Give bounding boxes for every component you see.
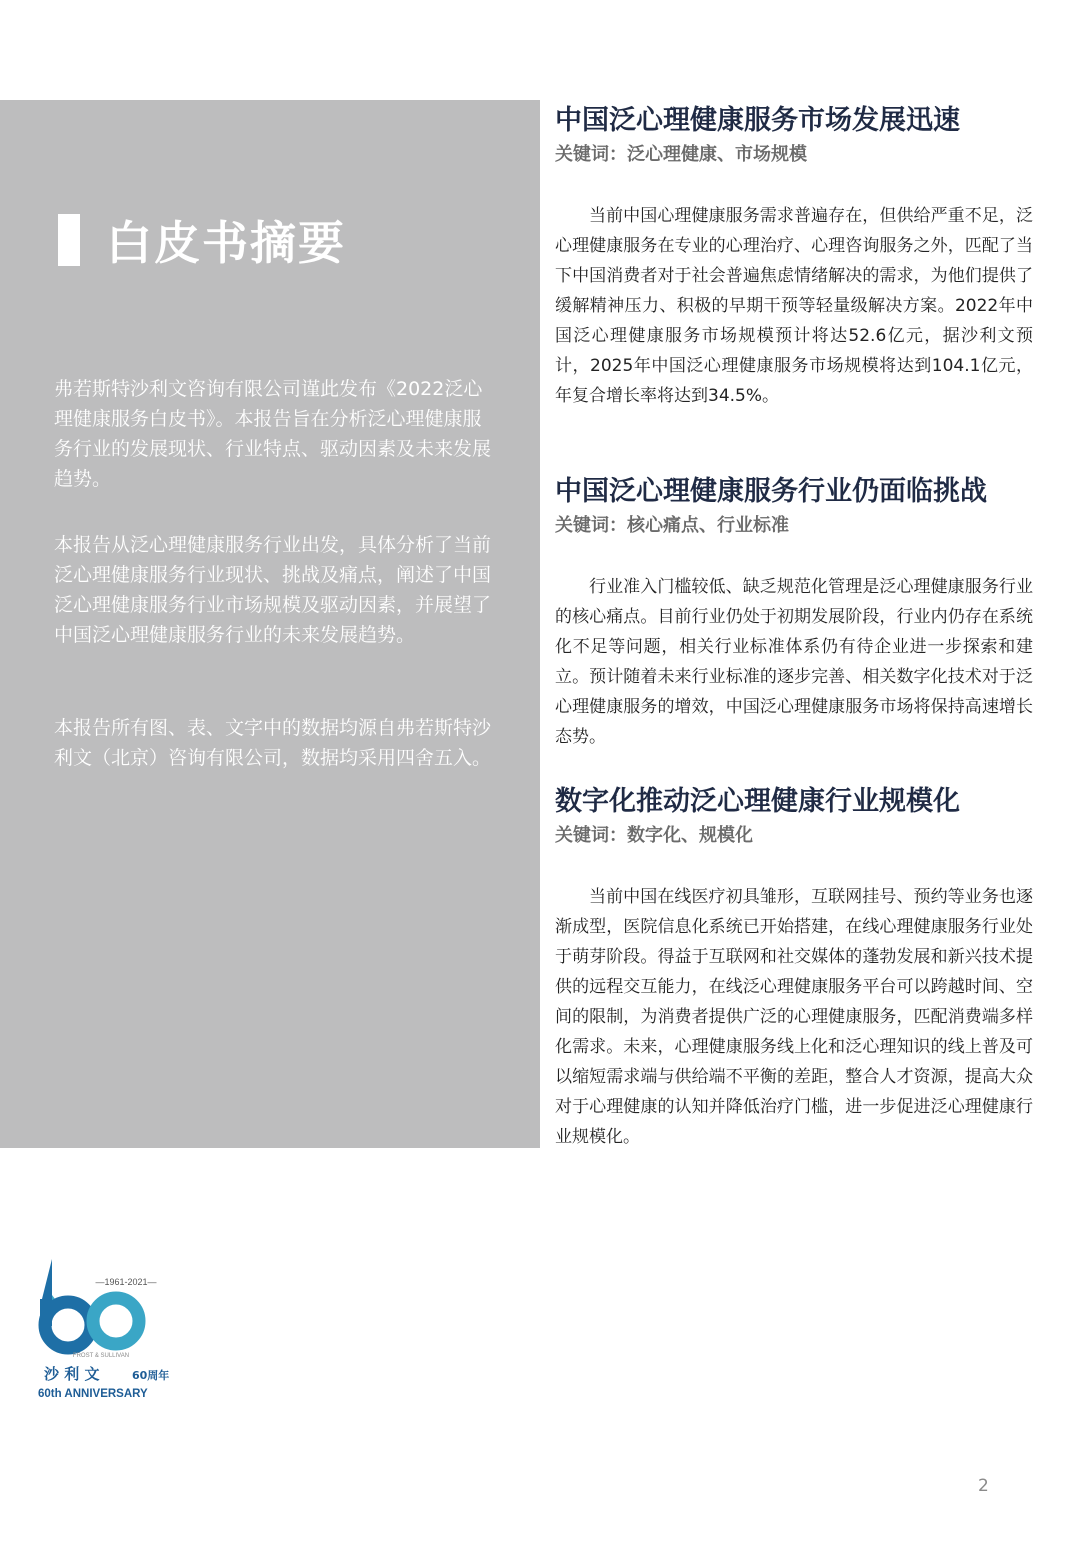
intro-paragraph-2: 本报告从泛心理健康服务行业出发，具体分析了当前泛心理健康服务行业现状、挑战及痛点，阐述了中国泛心理健康服务行业市场规模及驱动因素，并展望了中国泛心理健康服务行业的未来发展趋势。 — [54, 534, 492, 646]
summary-heading — [58, 210, 346, 270]
section-digitalization — [555, 782, 1033, 1152]
section-keywords: 关键词：核心痛点、行业标准 — [555, 515, 789, 536]
section-body: 当前中国在线医疗初具雏形，互联网挂号、预约等业务也逐渐成型，医院信息化系统已开始搭建，在线心理健康服务行业处于萌芽阶段。得益于互联网和社交媒体的蓬勃发展和新兴技术提供的远程交互能力，在线泛心理健康服务平台可以跨越时间、空间的限制，为消费者提供广泛的心理健康服务，匹配消费端多样化需求。未来，心理健康服务线上化和泛心理知识的线上普及可以缩短需求端与供给端不平衡的差距，整合人才资源，提高大众对于心理健康的认知并降低治疗门槛，进一步促进泛心理健康行业规模化。 — [555, 887, 1033, 1147]
section-keywords: 关键词：数字化、规模化 — [555, 825, 753, 846]
page-number: 2 — [978, 1476, 989, 1496]
summary-title: 白皮书摘要 — [106, 216, 346, 270]
section-market-growth — [555, 101, 1033, 411]
anniversary-logo — [36, 1255, 186, 1410]
logo-brand-cn: 沙 利 文 — [44, 1365, 100, 1383]
section-body: 行业准入门槛较低、缺乏规范化管理是泛心理健康服务行业的核心痛点。目前行业仍处于初期发展阶段，行业内仍存在系统化不足等问题，相关行业标准体系仍有待企业进一步探索和建立。预计随着未来行业标准的逐步完善、相关数字化技术对于泛心理健康服务的增效，中国泛心理健康服务市场将保持高速增长态势。 — [555, 577, 1033, 747]
intro-paragraph-1: 弗若斯特沙利文咨询有限公司谨此发布《2022泛心理健康服务白皮书》。本报告旨在分析泛心理健康服务行业的发展现状、行业特点、驱动因素及未来发展趋势。 — [54, 378, 492, 490]
section-title: 数字化推动泛心理健康行业规模化 — [555, 786, 960, 817]
logo-brand-en: FROST & SULLIVAN — [72, 1353, 130, 1359]
section-challenges — [555, 472, 1033, 752]
section-title: 中国泛心理健康服务行业仍面临挑战 — [555, 476, 987, 507]
sixty-emblem-icon — [40, 1259, 139, 1348]
intro-paragraph-3: 本报告所有图、表、文字中的数据均源自弗若斯特沙利文（北京）咨询有限公司，数据均采用四舍五入。 — [54, 717, 492, 769]
logo-anniv-en: 60th ANNIVERSARY — [38, 1388, 148, 1400]
section-title: 中国泛心理健康服务市场发展迅速 — [555, 105, 960, 136]
logo-anniv-cn: 60周年 — [132, 1369, 170, 1382]
title-accent-bar — [58, 214, 80, 266]
logo-years: —1961-2021— — [95, 1277, 157, 1287]
section-body: 当前中国心理健康服务需求普遍存在，但供给严重不足，泛心理健康服务在专业的心理治疗、心理咨询服务之外，匹配了当下中国消费者对于社会普遍焦虑情绪解决的需求，为他们提供了缓解精神压力、积极的早期干预等轻量级解决方案。2022年中国泛心理健康服务市场规模预计将达52.6亿元，据沙利文预计，2025年中国泛心理健康服务市场规模将达到104.1亿元，年复合增长率将达到34.5%。 — [555, 206, 1033, 406]
section-keywords: 关键词：泛心理健康、市场规模 — [555, 144, 807, 165]
